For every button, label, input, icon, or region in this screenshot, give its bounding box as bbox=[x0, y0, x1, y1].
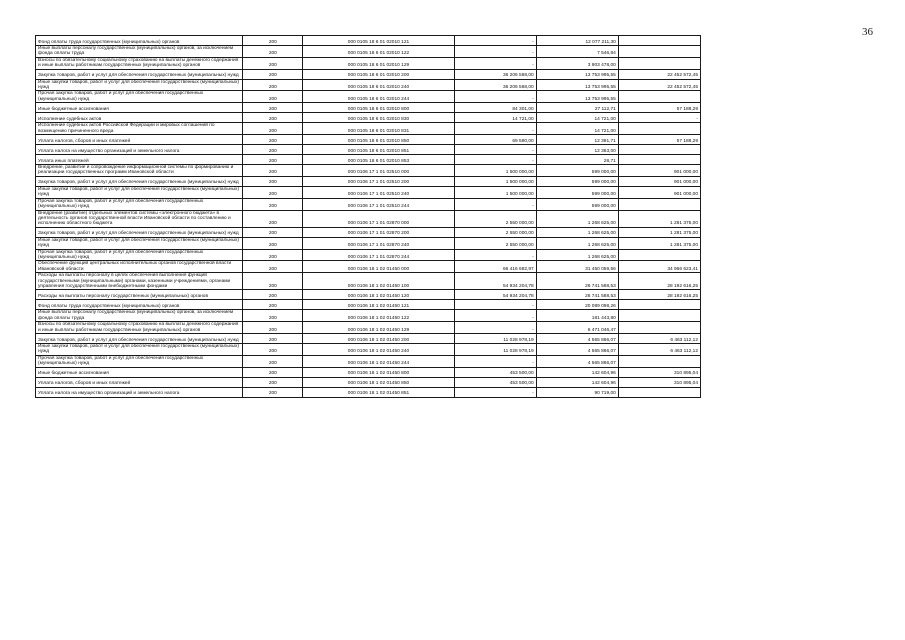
expense-name-cell: Прочая закупка товаров, работ и услуг для обеспечения государственных (муниципальных) нужд bbox=[36, 91, 243, 103]
unexecuted-amount-cell bbox=[618, 57, 700, 69]
budget-classification-code-cell: 000 0106 18 1 02 01450 120 bbox=[303, 290, 454, 300]
unexecuted-amount-cell bbox=[618, 300, 700, 310]
unexecuted-amount-cell: 1 281 375,00 bbox=[618, 237, 700, 249]
table-row bbox=[36, 377, 701, 387]
executed-amount-cell: 12 077 211,30 bbox=[536, 36, 618, 46]
approved-plan-cell: 2 550 000,00 bbox=[454, 237, 536, 249]
admin-code-cell: 200 bbox=[243, 290, 303, 300]
executed-amount-cell: 27 112,71 bbox=[536, 103, 618, 113]
table-row bbox=[36, 355, 701, 367]
table-row bbox=[36, 113, 701, 123]
admin-code-cell: 200 bbox=[243, 46, 303, 58]
expense-name-cell: Иные бюджетные ассигнования bbox=[36, 367, 243, 377]
unexecuted-amount-cell: 57 188,29 bbox=[618, 103, 700, 113]
unexecuted-amount-cell: 28 192 616,25 bbox=[618, 273, 700, 290]
budget-classification-code-cell: 000 0106 17 1 01 02510 244 bbox=[303, 198, 454, 210]
admin-code-cell: 200 bbox=[243, 69, 303, 79]
expense-name-cell: Уплата налога на имущество организаций и земельного налога bbox=[36, 387, 243, 397]
admin-code-cell: 200 bbox=[243, 36, 303, 46]
admin-code-cell: 200 bbox=[243, 249, 303, 261]
executed-amount-cell: 4 565 866,07 bbox=[536, 334, 618, 344]
table-row bbox=[36, 210, 701, 227]
budget-classification-code-cell: 000 0106 18 1 02 01450 000 bbox=[303, 261, 454, 273]
executed-amount-cell: 599 000,00 bbox=[536, 186, 618, 198]
unexecuted-amount-cell: 22 452 572,45 bbox=[618, 69, 700, 79]
budget-classification-code-cell: 000 0105 18 6 01 02010 830 bbox=[303, 113, 454, 123]
approved-plan-cell: - bbox=[454, 198, 536, 210]
expense-name-cell: Закупка товаров, работ и услуг для обеспечения государственных (муниципальных) нужд bbox=[36, 334, 243, 344]
expense-name-cell: Иные закупки товаров, работ и услуг для обеспечения государственных (муниципальных) нужд bbox=[36, 237, 243, 249]
unexecuted-amount-cell: 901 000,00 bbox=[618, 176, 700, 186]
executed-amount-cell: 13 753 995,55 bbox=[536, 79, 618, 91]
table-row bbox=[36, 57, 701, 69]
unexecuted-amount-cell bbox=[618, 123, 700, 135]
table-row bbox=[36, 249, 701, 261]
page-number: 36 bbox=[862, 26, 873, 38]
table-row bbox=[36, 227, 701, 237]
admin-code-cell: 200 bbox=[243, 123, 303, 135]
budget-classification-code-cell: 000 0105 18 6 01 02010 129 bbox=[303, 57, 454, 69]
approved-plan-cell: - bbox=[454, 310, 536, 322]
executed-amount-cell: 14 721,00 bbox=[536, 113, 618, 123]
budget-classification-code-cell: 000 0106 18 1 02 01450 800 bbox=[303, 367, 454, 377]
expense-name-cell: Закупка товаров, работ и услуг для обеспечения государственных (муниципальных) нужд bbox=[36, 176, 243, 186]
table-row bbox=[36, 261, 701, 273]
expense-name-cell: Внедрение (развитие) отдельных элементов системы «электронного бюджета» в деятельность органов государственной власти Ивановской области по составлению и исполнению областного бюджета bbox=[36, 210, 243, 227]
budget-classification-code-cell: 000 0106 18 1 02 01450 122 bbox=[303, 310, 454, 322]
table-row bbox=[36, 79, 701, 91]
executed-amount-cell: 1 268 625,00 bbox=[536, 210, 618, 227]
budget-classification-code-cell: 000 0105 18 6 01 02010 851 bbox=[303, 145, 454, 155]
executed-amount-cell: 26 741 588,53 bbox=[536, 273, 618, 290]
approved-plan-cell: 84 301,00 bbox=[454, 103, 536, 113]
executed-amount-cell: 31 450 059,56 bbox=[536, 261, 618, 273]
expense-name-cell: Иные закупки товаров, работ и услуг для обеспечения государственных (муниципальных) нужд bbox=[36, 344, 243, 356]
approved-plan-cell: - bbox=[454, 123, 536, 135]
budget-classification-code-cell: 000 0106 17 1 01 02870 240 bbox=[303, 237, 454, 249]
approved-plan-cell: - bbox=[454, 46, 536, 58]
expense-name-cell: Уплата налогов, сборов и иных платежей bbox=[36, 135, 243, 145]
unexecuted-amount-cell: 57 188,29 bbox=[618, 135, 700, 145]
expense-name-cell: Закупка товаров, работ и услуг для обеспечения государственных (муниципальных) нужд bbox=[36, 227, 243, 237]
table-row bbox=[36, 290, 701, 300]
table-row bbox=[36, 69, 701, 79]
table-row bbox=[36, 91, 701, 103]
expense-name-cell: Прочая закупка товаров, работ и услуг для обеспечения государственных (муниципальных) нужд bbox=[36, 249, 243, 261]
table-row bbox=[36, 46, 701, 58]
budget-classification-code-cell: 000 0106 18 1 02 01450 851 bbox=[303, 387, 454, 397]
unexecuted-amount-cell bbox=[618, 355, 700, 367]
table-row bbox=[36, 198, 701, 210]
unexecuted-amount-cell: 901 000,00 bbox=[618, 186, 700, 198]
admin-code-cell: 200 bbox=[243, 176, 303, 186]
expense-name-cell: Уплата налогов, сборов и иных платежей bbox=[36, 377, 243, 387]
approved-plan-cell: 54 934 204,78 bbox=[454, 290, 536, 300]
table-body bbox=[36, 36, 701, 398]
budget-classification-code-cell: 000 0105 18 6 01 02010 121 bbox=[303, 36, 454, 46]
admin-code-cell: 200 bbox=[243, 261, 303, 273]
admin-code-cell: 200 bbox=[243, 273, 303, 290]
table-row bbox=[36, 237, 701, 249]
unexecuted-amount-cell: - bbox=[618, 113, 700, 123]
budget-classification-code-cell: 000 0106 18 1 02 01450 240 bbox=[303, 344, 454, 356]
budget-classification-code-cell: 000 0106 17 1 01 02870 000 bbox=[303, 210, 454, 227]
executed-amount-cell: 26 741 588,53 bbox=[536, 290, 618, 300]
table-row bbox=[36, 300, 701, 310]
approved-plan-cell: 36 206 568,00 bbox=[454, 69, 536, 79]
expense-name-cell: Иные выплаты персоналу государственных (муниципальных) органов, за исключением фонда оплаты труда bbox=[36, 310, 243, 322]
table-row bbox=[36, 176, 701, 186]
unexecuted-amount-cell: 28 192 616,25 bbox=[618, 290, 700, 300]
table-row bbox=[36, 135, 701, 145]
unexecuted-amount-cell: 310 895,04 bbox=[618, 377, 700, 387]
unexecuted-amount-cell bbox=[618, 145, 700, 155]
admin-code-cell: 200 bbox=[243, 334, 303, 344]
expense-name-cell: Закупка товаров, работ и услуг для обеспечения государственных (муниципальных) нужд bbox=[36, 69, 243, 79]
unexecuted-amount-cell: 1 281 375,00 bbox=[618, 227, 700, 237]
executed-amount-cell: 14 721,00 bbox=[536, 123, 618, 135]
admin-code-cell: 200 bbox=[243, 155, 303, 165]
unexecuted-amount-cell: 310 895,04 bbox=[618, 367, 700, 377]
budget-classification-code-cell: 000 0105 18 6 01 02010 850 bbox=[303, 135, 454, 145]
budget-classification-code-cell: 000 0105 18 6 01 02010 122 bbox=[303, 46, 454, 58]
approved-plan-cell: 54 934 204,78 bbox=[454, 273, 536, 290]
admin-code-cell: 200 bbox=[243, 387, 303, 397]
unexecuted-amount-cell: 901 000,00 bbox=[618, 165, 700, 177]
budget-classification-code-cell: 000 0105 18 6 01 02010 800 bbox=[303, 103, 454, 113]
approved-plan-cell: - bbox=[454, 249, 536, 261]
executed-amount-cell: 599 000,00 bbox=[536, 165, 618, 177]
expense-name-cell: Иные закупки товаров, работ и услуг для обеспечения государственных (муниципальных) нужд bbox=[36, 79, 243, 91]
executed-amount-cell: 20 089 098,26 bbox=[536, 300, 618, 310]
executed-amount-cell: 13 753 995,55 bbox=[536, 69, 618, 79]
unexecuted-amount-cell bbox=[618, 249, 700, 261]
expense-name-cell: Уплата иных платежей bbox=[36, 155, 243, 165]
expense-name-cell: Иные выплаты персоналу государственных (муниципальных) органов, за исключением фонда оплаты труда bbox=[36, 46, 243, 58]
approved-plan-cell: - bbox=[454, 355, 536, 367]
executed-amount-cell: 7 546,84 bbox=[536, 46, 618, 58]
approved-plan-cell: - bbox=[454, 322, 536, 334]
budget-classification-code-cell: 000 0106 18 1 02 01450 244 bbox=[303, 355, 454, 367]
approved-plan-cell: 1 500 000,00 bbox=[454, 165, 536, 177]
approved-plan-cell: 69 580,00 bbox=[454, 135, 536, 145]
budget-classification-code-cell: 000 0106 17 1 01 02870 244 bbox=[303, 249, 454, 261]
executed-amount-cell: 599 000,00 bbox=[536, 176, 618, 186]
admin-code-cell: 200 bbox=[243, 198, 303, 210]
approved-plan-cell: - bbox=[454, 91, 536, 103]
approved-plan-cell: - bbox=[454, 300, 536, 310]
budget-classification-code-cell: 000 0106 18 1 02 01450 100 bbox=[303, 273, 454, 290]
approved-plan-cell: - bbox=[454, 36, 536, 46]
admin-code-cell: 200 bbox=[243, 186, 303, 198]
approved-plan-cell: 1 500 000,00 bbox=[454, 176, 536, 186]
executed-amount-cell: 4 565 866,07 bbox=[536, 355, 618, 367]
unexecuted-amount-cell bbox=[618, 91, 700, 103]
table-row bbox=[36, 334, 701, 344]
admin-code-cell: 200 bbox=[243, 300, 303, 310]
approved-plan-cell: 2 550 000,00 bbox=[454, 227, 536, 237]
budget-classification-code-cell: 000 0105 18 6 01 02010 200 bbox=[303, 69, 454, 79]
admin-code-cell: 200 bbox=[243, 165, 303, 177]
approved-plan-cell: 36 206 568,00 bbox=[454, 79, 536, 91]
table-row bbox=[36, 145, 701, 155]
admin-code-cell: 200 bbox=[243, 310, 303, 322]
admin-code-cell: 200 bbox=[243, 344, 303, 356]
expense-name-cell: Расходы на выплаты персоналу в целях обеспечения выполнения функций государственными (муниципальными) органами, казенными учреждениями, органами управления государственными внебюджетными фондами bbox=[36, 273, 243, 290]
executed-amount-cell: 142 604,96 bbox=[536, 367, 618, 377]
expense-name-cell: Прочая закупка товаров, работ и услуг для обеспечения государственных (муниципальных) нужд bbox=[36, 198, 243, 210]
executed-amount-cell: 90 719,00 bbox=[536, 387, 618, 397]
admin-code-cell: 200 bbox=[243, 355, 303, 367]
unexecuted-amount-cell bbox=[618, 198, 700, 210]
expense-name-cell: Иные закупки товаров, работ и услуг для обеспечения государственных (муниципальных) нужд bbox=[36, 186, 243, 198]
expense-name-cell: Обеспечение функций центральных исполнительных органов государственной власти Ивановской области bbox=[36, 261, 243, 273]
table-row bbox=[36, 123, 701, 135]
approved-plan-cell: 2 550 000,00 bbox=[454, 210, 536, 227]
unexecuted-amount-cell bbox=[618, 46, 700, 58]
approved-plan-cell: - bbox=[454, 57, 536, 69]
approved-plan-cell: 14 721,00 bbox=[454, 113, 536, 123]
unexecuted-amount-cell bbox=[618, 36, 700, 46]
admin-code-cell: 200 bbox=[243, 377, 303, 387]
approved-plan-cell: 453 500,00 bbox=[454, 367, 536, 377]
budget-execution-table bbox=[35, 35, 701, 398]
table-row bbox=[36, 367, 701, 377]
admin-code-cell: 200 bbox=[243, 135, 303, 145]
budget-classification-code-cell: 000 0105 18 6 01 02010 240 bbox=[303, 79, 454, 91]
executed-amount-cell: 1 268 625,00 bbox=[536, 227, 618, 237]
expense-name-cell: Иные бюджетные ассигнования bbox=[36, 103, 243, 113]
budget-classification-code-cell: 000 0105 18 6 01 02010 853 bbox=[303, 155, 454, 165]
unexecuted-amount-cell bbox=[618, 155, 700, 165]
expense-name-cell: Исполнение судебных актов bbox=[36, 113, 243, 123]
approved-plan-cell: 11 028 978,19 bbox=[454, 334, 536, 344]
admin-code-cell: 200 bbox=[243, 210, 303, 227]
budget-classification-code-cell: 000 0105 18 6 01 02010 831 bbox=[303, 123, 454, 135]
approved-plan-cell: 11 028 978,19 bbox=[454, 344, 536, 356]
expense-name-cell: Взносы по обязательному социальному страхованию на выплаты денежного содержания и иные выплаты работникам государственных (муниципальных) органов bbox=[36, 322, 243, 334]
executed-amount-cell: 1 268 625,00 bbox=[536, 249, 618, 261]
unexecuted-amount-cell bbox=[618, 310, 700, 322]
budget-classification-code-cell: 000 0106 17 1 01 02510 200 bbox=[303, 176, 454, 186]
approved-plan-cell: 66 416 682,97 bbox=[454, 261, 536, 273]
budget-classification-code-cell: 000 0106 18 1 02 01450 121 bbox=[303, 300, 454, 310]
executed-amount-cell: 28,71 bbox=[536, 155, 618, 165]
executed-amount-cell: 1 268 625,00 bbox=[536, 237, 618, 249]
unexecuted-amount-cell: 1 281 375,00 bbox=[618, 210, 700, 227]
admin-code-cell: 200 bbox=[243, 103, 303, 113]
executed-amount-cell: 12 363,00 bbox=[536, 145, 618, 155]
approved-plan-cell: 1 500 000,00 bbox=[454, 186, 536, 198]
budget-classification-code-cell: 000 0106 18 1 02 01450 200 bbox=[303, 334, 454, 344]
executed-amount-cell: 3 903 478,00 bbox=[536, 57, 618, 69]
admin-code-cell: 200 bbox=[243, 57, 303, 69]
budget-classification-code-cell: 000 0106 17 1 01 02870 200 bbox=[303, 227, 454, 237]
unexecuted-amount-cell: 22 452 572,45 bbox=[618, 79, 700, 91]
admin-code-cell: 200 bbox=[243, 113, 303, 123]
unexecuted-amount-cell bbox=[618, 387, 700, 397]
expense-name-cell: Уплата налога на имущество организаций и земельного налога bbox=[36, 145, 243, 155]
approved-plan-cell: - bbox=[454, 155, 536, 165]
table-row bbox=[36, 344, 701, 356]
budget-classification-code-cell: 000 0106 17 1 01 02510 240 bbox=[303, 186, 454, 198]
table-row bbox=[36, 165, 701, 177]
table-row bbox=[36, 273, 701, 290]
admin-code-cell: 200 bbox=[243, 227, 303, 237]
expense-name-cell: Прочая закупка товаров, работ и услуг для обеспечения государственных (муниципальных) нужд bbox=[36, 355, 243, 367]
table-row bbox=[36, 103, 701, 113]
executed-amount-cell: 13 753 995,55 bbox=[536, 91, 618, 103]
admin-code-cell: 200 bbox=[243, 367, 303, 377]
table-row bbox=[36, 36, 701, 46]
table-row bbox=[36, 322, 701, 334]
executed-amount-cell: 599 000,00 bbox=[536, 198, 618, 210]
unexecuted-amount-cell: 34 966 623,41 bbox=[618, 261, 700, 273]
approved-plan-cell: - bbox=[454, 387, 536, 397]
approved-plan-cell: 453 500,00 bbox=[454, 377, 536, 387]
budget-classification-code-cell: 000 0106 18 1 02 01450 850 bbox=[303, 377, 454, 387]
executed-amount-cell: 12 391,71 bbox=[536, 135, 618, 145]
table-row bbox=[36, 310, 701, 322]
expense-name-cell: Исполнение судебных актов Российской Федерации и мировых соглашений по возмещению причиненного вреда bbox=[36, 123, 243, 135]
expense-name-cell: Фонд оплаты труда государственных (муниципальных) органов bbox=[36, 300, 243, 310]
admin-code-cell: 200 bbox=[243, 322, 303, 334]
executed-amount-cell: 142 604,96 bbox=[536, 377, 618, 387]
approved-plan-cell: - bbox=[454, 145, 536, 155]
admin-code-cell: 200 bbox=[243, 145, 303, 155]
expense-name-cell: Взносы по обязательному социальному страхованию на выплаты денежного содержания и иные выплаты работникам государственных (муниципальных) органов bbox=[36, 57, 243, 69]
budget-classification-code-cell: 000 0106 17 1 01 02510 000 bbox=[303, 165, 454, 177]
admin-code-cell: 200 bbox=[243, 91, 303, 103]
unexecuted-amount-cell bbox=[618, 322, 700, 334]
unexecuted-amount-cell: 6 463 112,12 bbox=[618, 344, 700, 356]
executed-amount-cell: 4 565 866,07 bbox=[536, 344, 618, 356]
executed-amount-cell: 6 471 046,47 bbox=[536, 322, 618, 334]
table-row bbox=[36, 155, 701, 165]
admin-code-cell: 200 bbox=[243, 79, 303, 91]
unexecuted-amount-cell: 6 463 112,12 bbox=[618, 334, 700, 344]
budget-classification-code-cell: 000 0106 18 1 02 01450 129 bbox=[303, 322, 454, 334]
admin-code-cell: 200 bbox=[243, 237, 303, 249]
expense-name-cell: Внедрение, развитие и сопровождение информационной системы по формированию и реализации государственных программ Ивановской области bbox=[36, 165, 243, 177]
expense-name-cell: Расходы на выплаты персоналу государственных (муниципальных) органов bbox=[36, 290, 243, 300]
executed-amount-cell: 181 443,80 bbox=[536, 310, 618, 322]
table-row bbox=[36, 186, 701, 198]
table-row bbox=[36, 387, 701, 397]
budget-classification-code-cell: 000 0105 18 6 01 02010 244 bbox=[303, 91, 454, 103]
expense-name-cell: Фонд оплаты труда государственных (муниципальных) органов bbox=[36, 36, 243, 46]
